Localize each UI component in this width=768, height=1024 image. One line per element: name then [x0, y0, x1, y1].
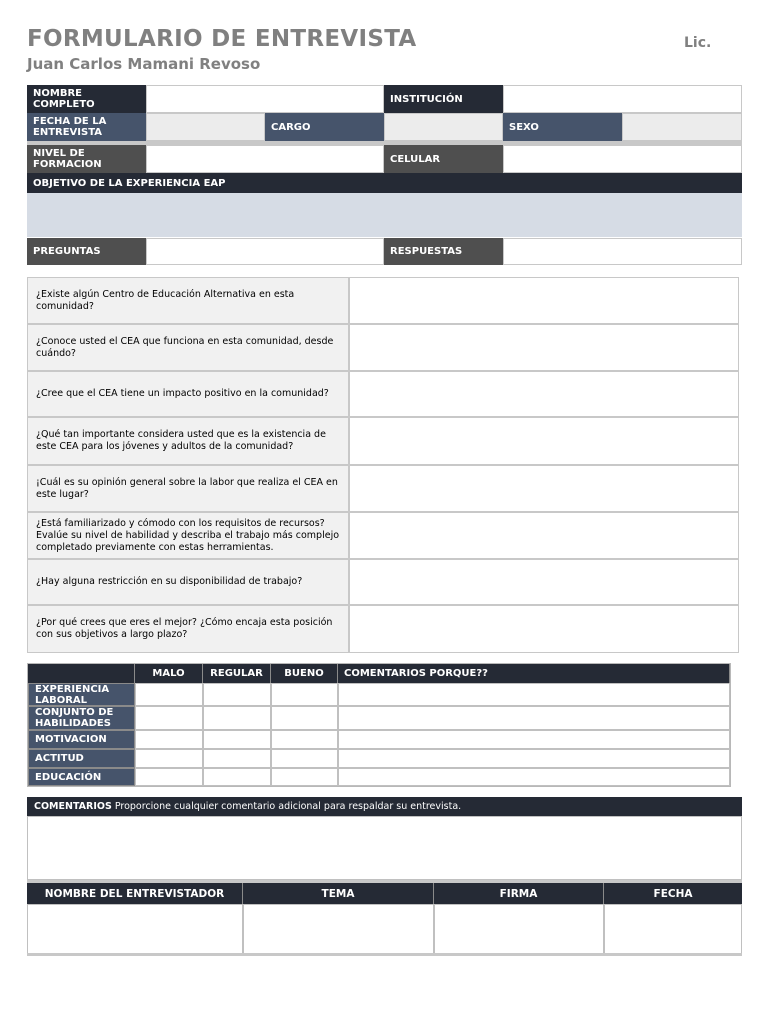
rating-cell[interactable] — [271, 683, 338, 706]
rating-cell[interactable] — [271, 768, 338, 786]
question-7: ¿Hay alguna restricción en su disponibilidad de trabajo? — [27, 559, 349, 605]
rating-header-bueno: BUENO — [271, 664, 338, 683]
rating-comment-cell[interactable] — [338, 768, 730, 786]
field-objetivo[interactable] — [27, 193, 742, 237]
comments-header — [27, 797, 742, 816]
form-title: FORMULARIO DE ENTREVISTA — [27, 26, 417, 52]
rating-cell[interactable] — [203, 749, 271, 768]
field-institucion[interactable] — [503, 85, 742, 113]
rating-label-motivacion: MOTIVACION — [28, 730, 135, 749]
field-preguntas — [146, 238, 384, 265]
field-respuestas — [503, 238, 742, 265]
rating-header-regular: REGULAR — [203, 664, 271, 683]
question-2: ¿Conoce usted el CEA que funciona en esta comunidad, desde cuándo? — [27, 324, 349, 371]
rating-header-malo: MALO — [135, 664, 203, 683]
label-celular: CELULAR — [384, 145, 503, 173]
sig-header-tema: TEMA — [243, 883, 434, 904]
answer-3[interactable] — [349, 371, 739, 417]
rating-cell[interactable] — [135, 683, 203, 706]
divider — [27, 953, 742, 956]
label-preguntas: PREGUNTAS — [27, 238, 146, 265]
rating-cell[interactable] — [135, 749, 203, 768]
sig-field-firma[interactable] — [434, 904, 604, 954]
label-objetivo: OBJETIVO DE LA EXPERIENCIA EAP — [27, 173, 742, 193]
answer-4[interactable] — [349, 417, 739, 465]
rating-header-comentarios: COMENTARIOS PORQUE?? — [338, 664, 730, 683]
rating-header-blank — [28, 664, 135, 683]
rating-cell[interactable] — [203, 768, 271, 786]
sig-header-fecha: FECHA — [604, 883, 742, 904]
label-nivel-formacion: NIVEL DE FORMACION — [27, 145, 146, 173]
rating-cell[interactable] — [271, 706, 338, 730]
answer-1[interactable] — [349, 277, 739, 324]
question-5: ¡Cuál es su opinión general sobre la labor que realiza el CEA en este lugar? — [27, 465, 349, 512]
rating-cell[interactable] — [203, 683, 271, 706]
label-fecha-entrevista: FECHA DE LA ENTREVISTA — [27, 113, 146, 141]
rating-label-habilidades: CONJUNTO DE HABILIDADES — [28, 706, 135, 730]
label-institucion: INSTITUCIÓN — [384, 85, 503, 113]
sig-header-firma: FIRMA — [434, 883, 604, 904]
comments-label: COMENTARIOS — [34, 801, 112, 812]
question-4: ¿Qué tan importante considera usted que es la existencia de este CEA para los jóvenes y adultos de la comunidad? — [27, 417, 349, 465]
question-6: ¿Está familiarizado y cómodo con los requisitos de recursos? Evalúe su nivel de habilidad y describa el trabajo más complejo completado previamente con estas herramientas. — [27, 512, 349, 559]
question-8: ¿Por qué crees que eres el mejor? ¿Cómo encaja esta posición con sus objetivos a largo plazo? — [27, 605, 349, 653]
field-celular[interactable] — [503, 145, 742, 173]
rating-comment-cell[interactable] — [338, 749, 730, 768]
question-3: ¿Cree que el CEA tiene un impacto positivo en la comunidad? — [27, 371, 349, 417]
question-1: ¿Existe algún Centro de Educación Alternativa en esta comunidad? — [27, 277, 349, 324]
rating-cell[interactable] — [271, 749, 338, 768]
answer-8[interactable] — [349, 605, 739, 653]
label-nombre-completo: NOMBRE COMPLETO — [27, 85, 146, 113]
field-fecha-entrevista[interactable] — [146, 113, 265, 141]
rating-cell[interactable] — [203, 730, 271, 749]
sig-field-tema[interactable] — [243, 904, 434, 954]
label-cargo: CARGO — [265, 113, 384, 141]
field-sexo[interactable] — [622, 113, 742, 141]
answer-6[interactable] — [349, 512, 739, 559]
rating-cell[interactable] — [135, 768, 203, 786]
label-sexo: SEXO — [503, 113, 622, 141]
rating-comment-cell[interactable] — [338, 706, 730, 730]
rating-comment-cell[interactable] — [338, 683, 730, 706]
field-cargo[interactable] — [384, 113, 503, 141]
comments-instruction: Proporcione cualquier comentario adicional para respaldar su entrevista. — [111, 801, 462, 812]
field-nombre-completo[interactable] — [146, 85, 384, 113]
rating-cell[interactable] — [271, 730, 338, 749]
answer-7[interactable] — [349, 559, 739, 605]
form-subtitle: Juan Carlos Mamani Revoso — [27, 55, 261, 73]
rating-cell[interactable] — [135, 730, 203, 749]
sig-field-entrevistador[interactable] — [27, 904, 243, 954]
sig-field-fecha[interactable] — [604, 904, 742, 954]
sig-header-entrevistador: NOMBRE DEL ENTREVISTADOR — [27, 883, 243, 904]
lic-label: Lic. — [684, 35, 712, 51]
comments-field[interactable] — [27, 816, 742, 880]
rating-label-actitud: ACTITUD — [28, 749, 135, 768]
rating-label-educacion: EDUCACIÓN — [28, 768, 135, 786]
rating-label-experiencia: EXPERIENCIA LABORAL — [28, 683, 135, 706]
rating-comment-cell[interactable] — [338, 730, 730, 749]
answer-2[interactable] — [349, 324, 739, 371]
rating-cell[interactable] — [203, 706, 271, 730]
label-respuestas: RESPUESTAS — [384, 238, 503, 265]
rating-cell[interactable] — [135, 706, 203, 730]
answer-5[interactable] — [349, 465, 739, 512]
field-nivel-formacion[interactable] — [146, 145, 384, 173]
